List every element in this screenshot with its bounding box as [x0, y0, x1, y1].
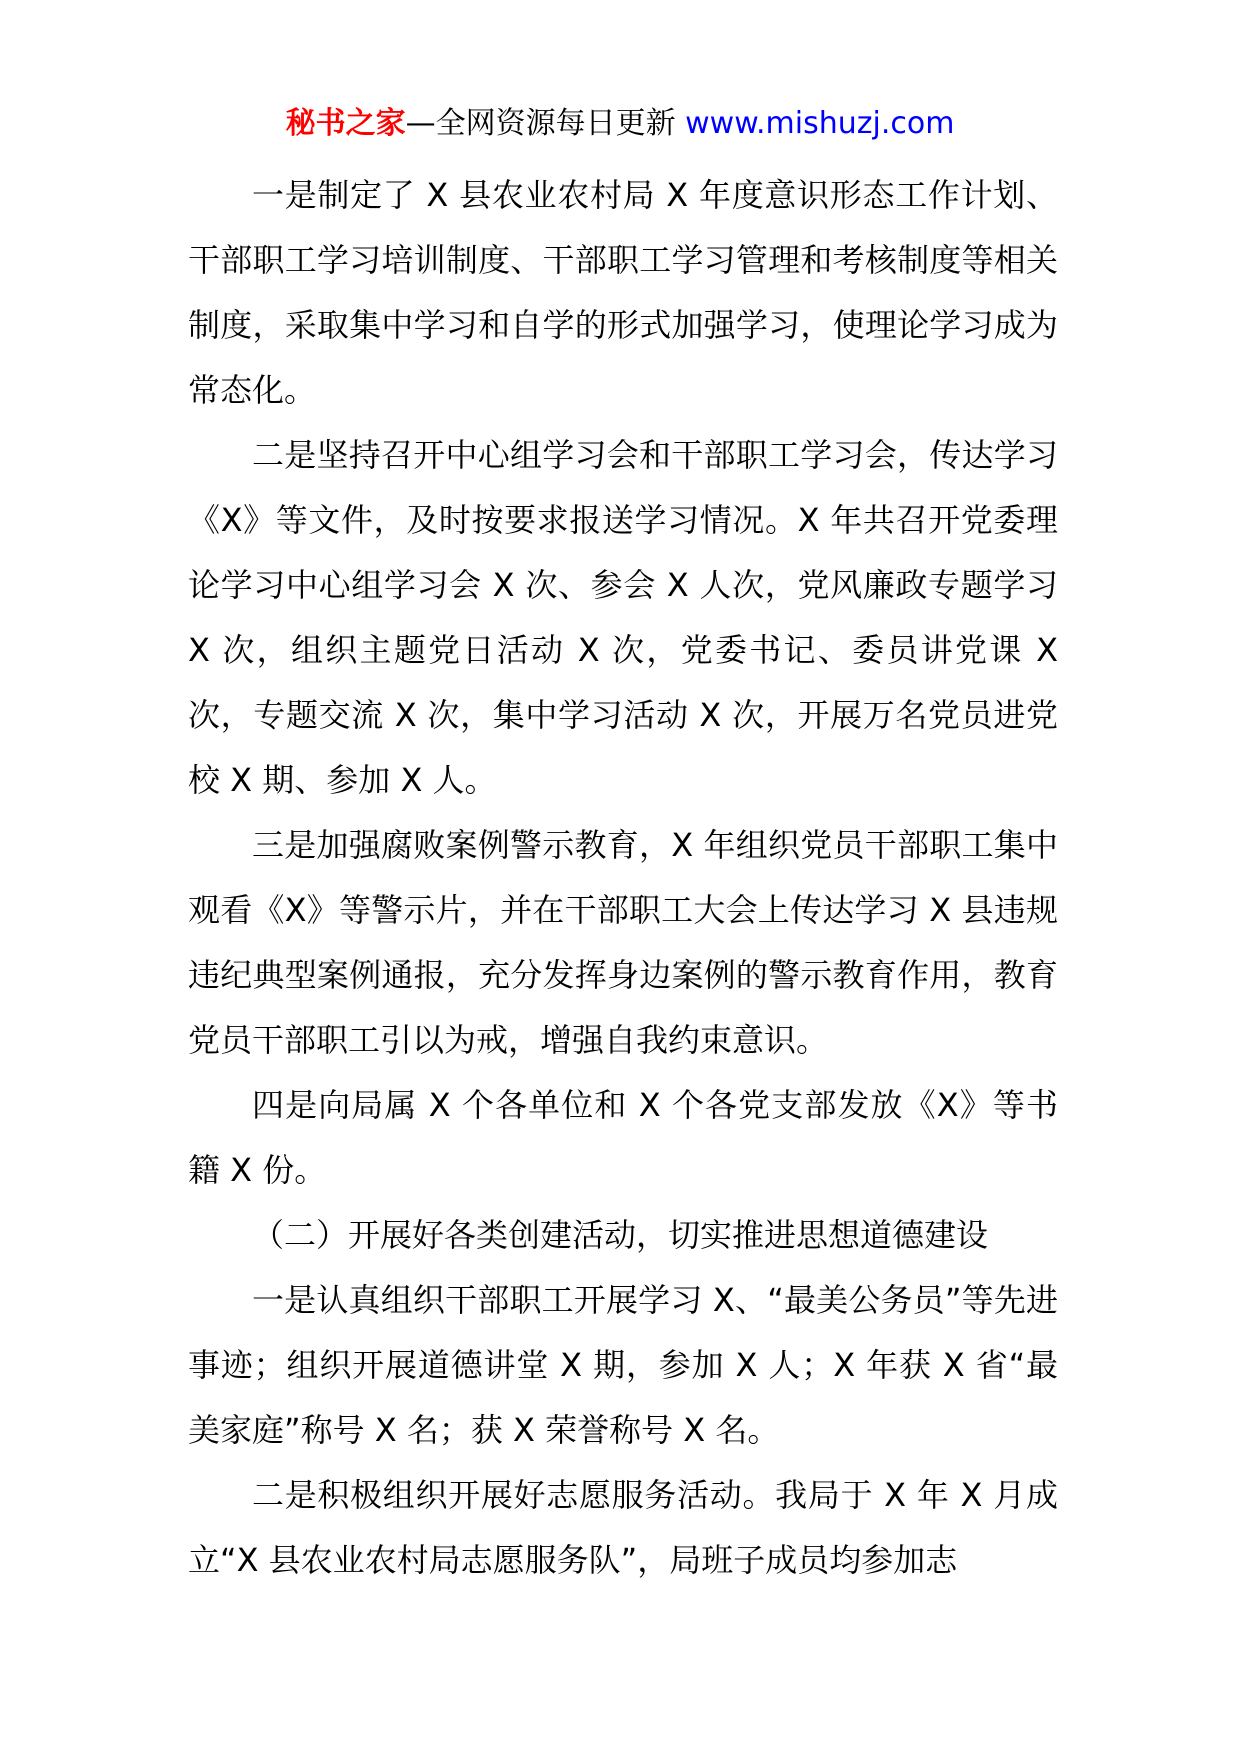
paragraph-volunteer-service: 二是积极组织开展好志愿服务活动。我局于 X 年 X 月成立“X 县农业农村局志愿服务队”，局班子成员均参加志: [188, 1476, 1058, 1579]
paragraph-study-system: 一是制定了 X 县农业农村局 X 年度意识形态工作计划、干部职工学习培训制度、干部职工学习管理和考核制度等相关制度，采取集中学习和自学的形式加强学习，使理论学习成为常态化。: [188, 176, 1058, 409]
brand-name: 秘书之家: [285, 106, 406, 141]
paragraph-role-models: 一是认真组织干部职工开展学习 X、“最美公务员”等先进事迹；组织开展道德讲堂 X 期，参加 X 人；X 年获 X 省“最美家庭”称号 X 名；获 X 荣誉称号 X 名。: [188, 1281, 1058, 1449]
document-header: [0, 104, 1240, 144]
section-heading: （二）开展好各类创建活动，切实推进思想道德建设: [252, 1216, 989, 1254]
paragraph-study-meetings: 二是坚持召开中心组学习会和干部职工学习会，传达学习《X》等文件，及时按要求报送学习情况。X 年共召开党委理论学习中心组学习会 X 次、参会 X 人次，党风廉政专题学习 X 次，组织主题党日活动 X 次，党委书记、委员讲党课 X 次，专题交流 X 次，集中学习活动 X 次，开展万名党员进党校 X 期、参加 X 人。: [188, 436, 1058, 799]
document-body: [188, 163, 1058, 1593]
website-link[interactable]: www.mishuzj.com: [685, 106, 955, 141]
header-tagline: —全网资源每日更新: [405, 106, 686, 141]
paragraph-book-distribution: 四是向局属 X 个各单位和 X 个各党支部发放《X》等书籍 X 份。: [188, 1086, 1058, 1189]
paragraph-warning-education: 三是加强腐败案例警示教育，X 年组织党员干部职工集中观看《X》等警示片，并在干部职工大会上传达学习 X 县违规违纪典型案例通报，充分发挥身边案例的警示教育作用，教育党员干部职工引以为戒，增强自我约束意识。: [188, 826, 1058, 1059]
